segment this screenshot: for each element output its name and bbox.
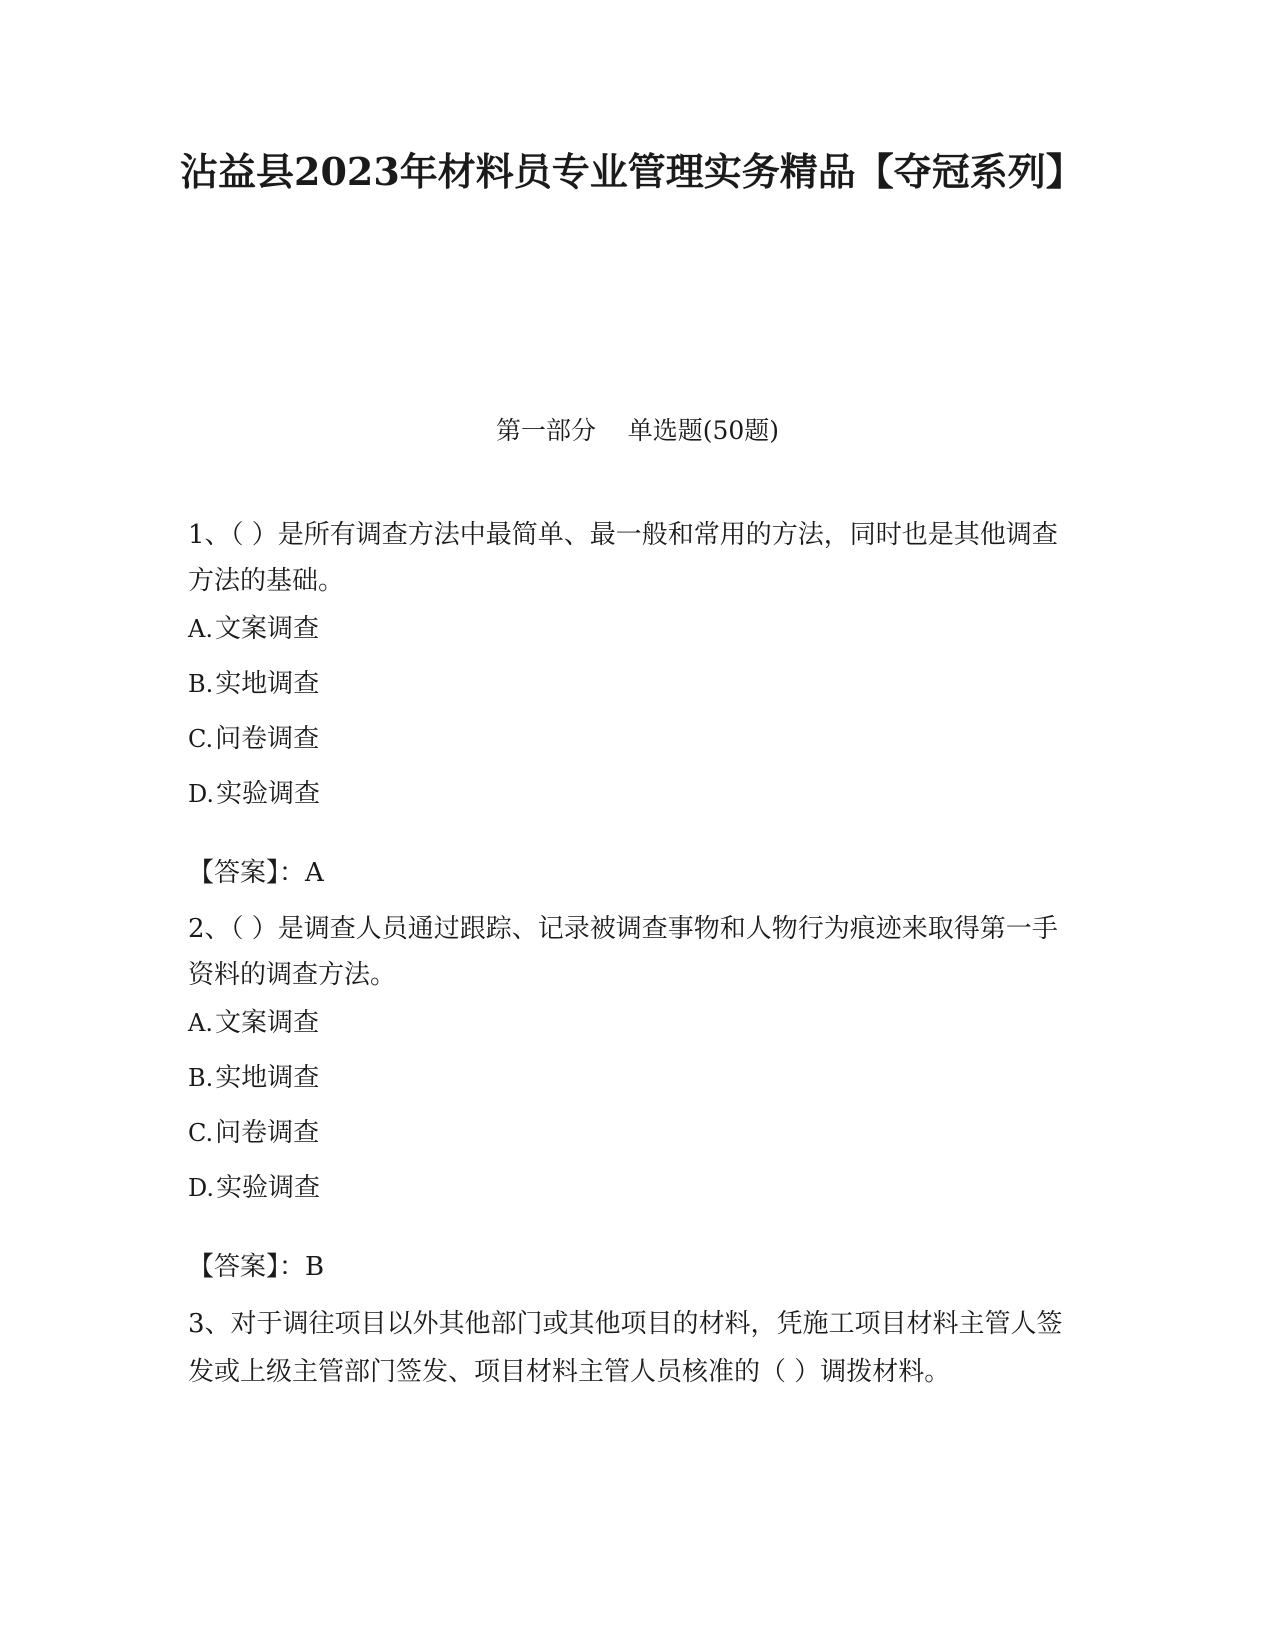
option-letter: D. [188, 1174, 215, 1202]
option-d [188, 1171, 1068, 1205]
question-text: （ ）是调查人员通过跟踪、记录被调查事物和人物行为痕迹来取得第一手资料的调查方法。 [188, 914, 1058, 990]
option-letter: C. [188, 1119, 214, 1147]
option-letter: B. [188, 670, 214, 698]
option-b [188, 667, 1068, 701]
answer-value: A [305, 858, 324, 888]
question-stem [188, 1300, 1068, 1396]
option-text: 问卷调查 [215, 724, 320, 754]
option-letter: C. [188, 725, 214, 753]
option-b [188, 1061, 1068, 1095]
question-stem [188, 906, 1068, 998]
answer-line [188, 1250, 1068, 1284]
option-list [188, 612, 1068, 811]
option-a [188, 1006, 1068, 1040]
option-letter: B. [188, 1064, 214, 1092]
option-text: 文案调查 [214, 614, 319, 644]
option-c [188, 722, 1068, 756]
option-a [188, 612, 1068, 646]
option-c [188, 1116, 1068, 1150]
section-heading: 第一部分 单选题(50题) [495, 416, 780, 445]
answer-line [188, 856, 1068, 890]
question-1 [188, 512, 1068, 890]
question-number: 2、 [188, 914, 231, 944]
question-text: 对于调往项目以外其他部门或其他项目的材料，凭施工项目材料主管人签发或上级主管部门签发、项目材料主管人员核准的（ ）调拨材料。 [188, 1309, 1063, 1387]
answer-label: 【答案】： [188, 858, 306, 888]
document-title: 沾益县2023年材料员专业管理实务精品【夺冠系列】 [180, 149, 1084, 194]
option-text: 问卷调查 [215, 1118, 320, 1148]
option-text: 实地调查 [215, 669, 320, 699]
option-d [188, 777, 1068, 811]
option-text: 实验调查 [216, 779, 321, 809]
option-letter: D. [188, 780, 215, 808]
question-3 [188, 1300, 1068, 1396]
answer-value: B [305, 1252, 325, 1282]
option-letter: A. [188, 1009, 213, 1037]
option-text: 实地调查 [215, 1063, 320, 1093]
option-letter: A. [188, 615, 213, 643]
question-stem [188, 512, 1068, 604]
question-text: （ ）是所有调查方法中最简单、最一般和常用的方法，同时也是其他调查方法的基础。 [188, 520, 1058, 596]
option-list [188, 1006, 1068, 1205]
option-text: 文案调查 [214, 1008, 319, 1038]
question-number: 3、 [188, 1309, 231, 1339]
question-2 [188, 906, 1068, 1284]
option-text: 实验调查 [216, 1173, 321, 1203]
question-number: 1、 [188, 520, 231, 550]
answer-label: 【答案】： [188, 1252, 306, 1282]
question-list [188, 512, 1068, 1396]
